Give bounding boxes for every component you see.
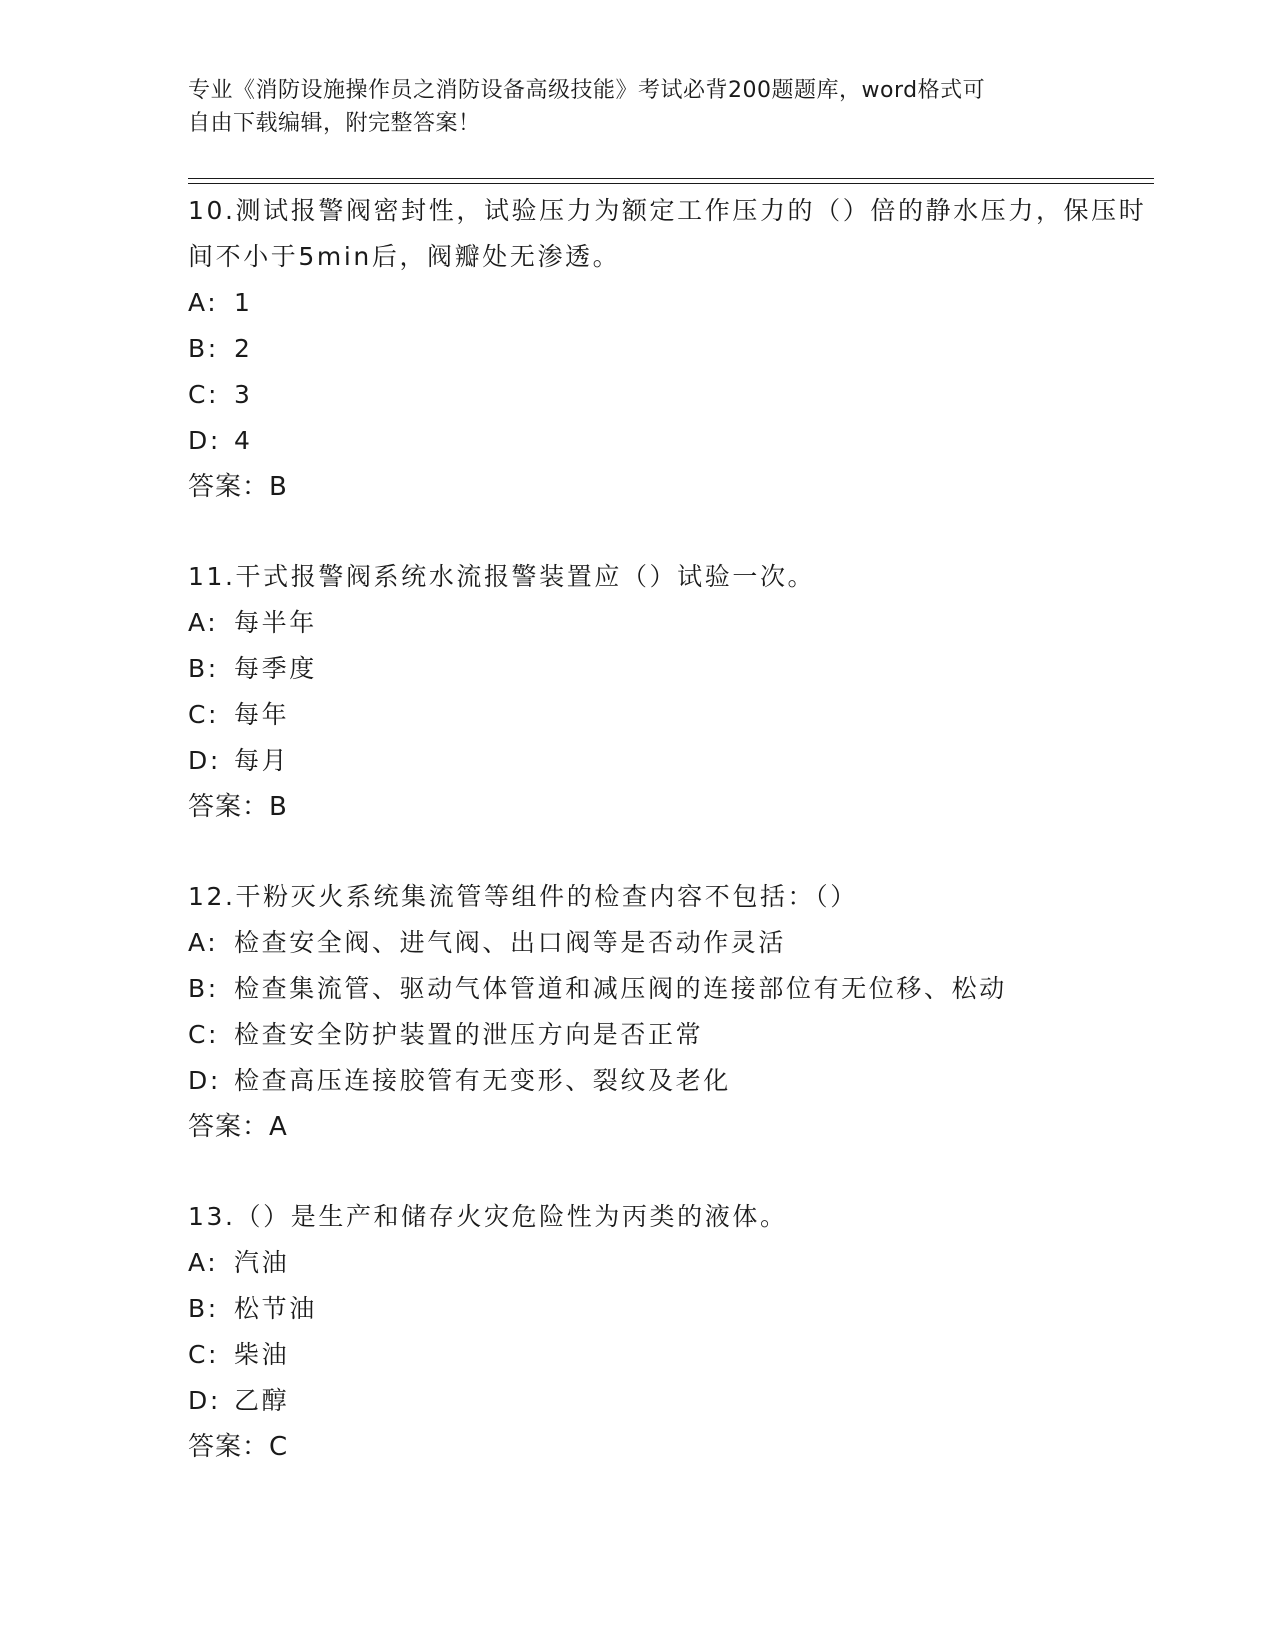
header-line-1: 专业《消防设施操作员之消防设备高级技能》考试必背200题题库，word格式可 (188, 78, 986, 103)
question-text: 11.干式报警阀系统水流报警装置应（）试验一次。 (188, 562, 816, 591)
option-text: 1 (234, 288, 253, 317)
question-gap (188, 510, 1154, 554)
header-line-2: 自由下载编辑，附完整答案！ (188, 111, 481, 136)
header-divider-bottom (188, 183, 1154, 184)
option-text: 每年 (234, 700, 290, 729)
option-text: 检查高压连接胶管有无变形、裂纹及老化 (234, 1066, 731, 1095)
option-letter: B: (188, 654, 219, 683)
option-text: 2 (234, 334, 253, 363)
answer-text: 答案：C (188, 1432, 289, 1462)
option-letter: C: (188, 380, 220, 409)
answer-text: 答案：B (188, 792, 288, 822)
answer-text: 答案：B (188, 472, 288, 502)
option-letter: D: (188, 1066, 221, 1095)
header-divider-top (188, 178, 1154, 179)
option-d (188, 1378, 1154, 1424)
question-text: 12.干粉灭火系统集流管等组件的检查内容不包括：（） (188, 882, 858, 911)
option-c (188, 372, 1154, 418)
option-text: 松节油 (234, 1294, 317, 1323)
option-a (188, 600, 1154, 646)
option-d (188, 1058, 1154, 1104)
option-text: 3 (234, 380, 253, 409)
question-text: 10.测试报警阀密封性，试验压力为额定工作压力的（）倍的静水压力，保压时间不小于5min后，阀瓣处无渗透。 (188, 196, 1147, 271)
option-text: 4 (234, 426, 253, 455)
option-text: 乙醇 (234, 1386, 290, 1415)
option-letter: A: (188, 608, 219, 637)
option-letter: A: (188, 1248, 219, 1277)
option-text: 检查集流管、驱动气体管道和减压阀的连接部位有无位移、松动 (234, 974, 1007, 1003)
option-b (188, 646, 1154, 692)
option-letter: B: (188, 1294, 219, 1323)
option-text: 柴油 (234, 1340, 290, 1369)
option-letter: C: (188, 1340, 220, 1369)
option-c (188, 1332, 1154, 1378)
option-letter: B: (188, 974, 219, 1003)
option-letter: C: (188, 1020, 220, 1049)
option-letter: C: (188, 700, 220, 729)
document-header (188, 74, 1088, 140)
option-text: 每季度 (234, 654, 317, 683)
question-gap (188, 1150, 1154, 1194)
question-12 (188, 874, 1154, 1150)
option-letter: D: (188, 1386, 221, 1415)
option-a (188, 1240, 1154, 1286)
option-letter: B: (188, 334, 219, 363)
answer-text: 答案：A (188, 1112, 288, 1142)
option-a (188, 280, 1154, 326)
option-d (188, 738, 1154, 784)
option-letter: A: (188, 288, 219, 317)
question-text: 13.（）是生产和储存火灾危险性为丙类的液体。 (188, 1202, 788, 1231)
option-text: 检查安全阀、进气阀、出口阀等是否动作灵活 (234, 928, 787, 957)
option-c (188, 692, 1154, 738)
option-letter: A: (188, 928, 219, 957)
option-text: 汽油 (234, 1248, 290, 1277)
option-c (188, 1012, 1154, 1058)
option-a (188, 920, 1154, 966)
question-gap (188, 830, 1154, 874)
option-b (188, 1286, 1154, 1332)
option-b (188, 966, 1154, 1012)
question-13 (188, 1194, 1154, 1470)
question-10 (188, 188, 1154, 510)
question-list (188, 188, 1154, 1470)
option-text: 每半年 (234, 608, 317, 637)
option-text: 检查安全防护装置的泄压方向是否正常 (234, 1020, 704, 1049)
option-b (188, 326, 1154, 372)
option-letter: D: (188, 746, 221, 775)
option-text: 每月 (234, 746, 290, 775)
option-letter: D: (188, 426, 221, 455)
option-d (188, 418, 1154, 464)
question-11 (188, 554, 1154, 830)
